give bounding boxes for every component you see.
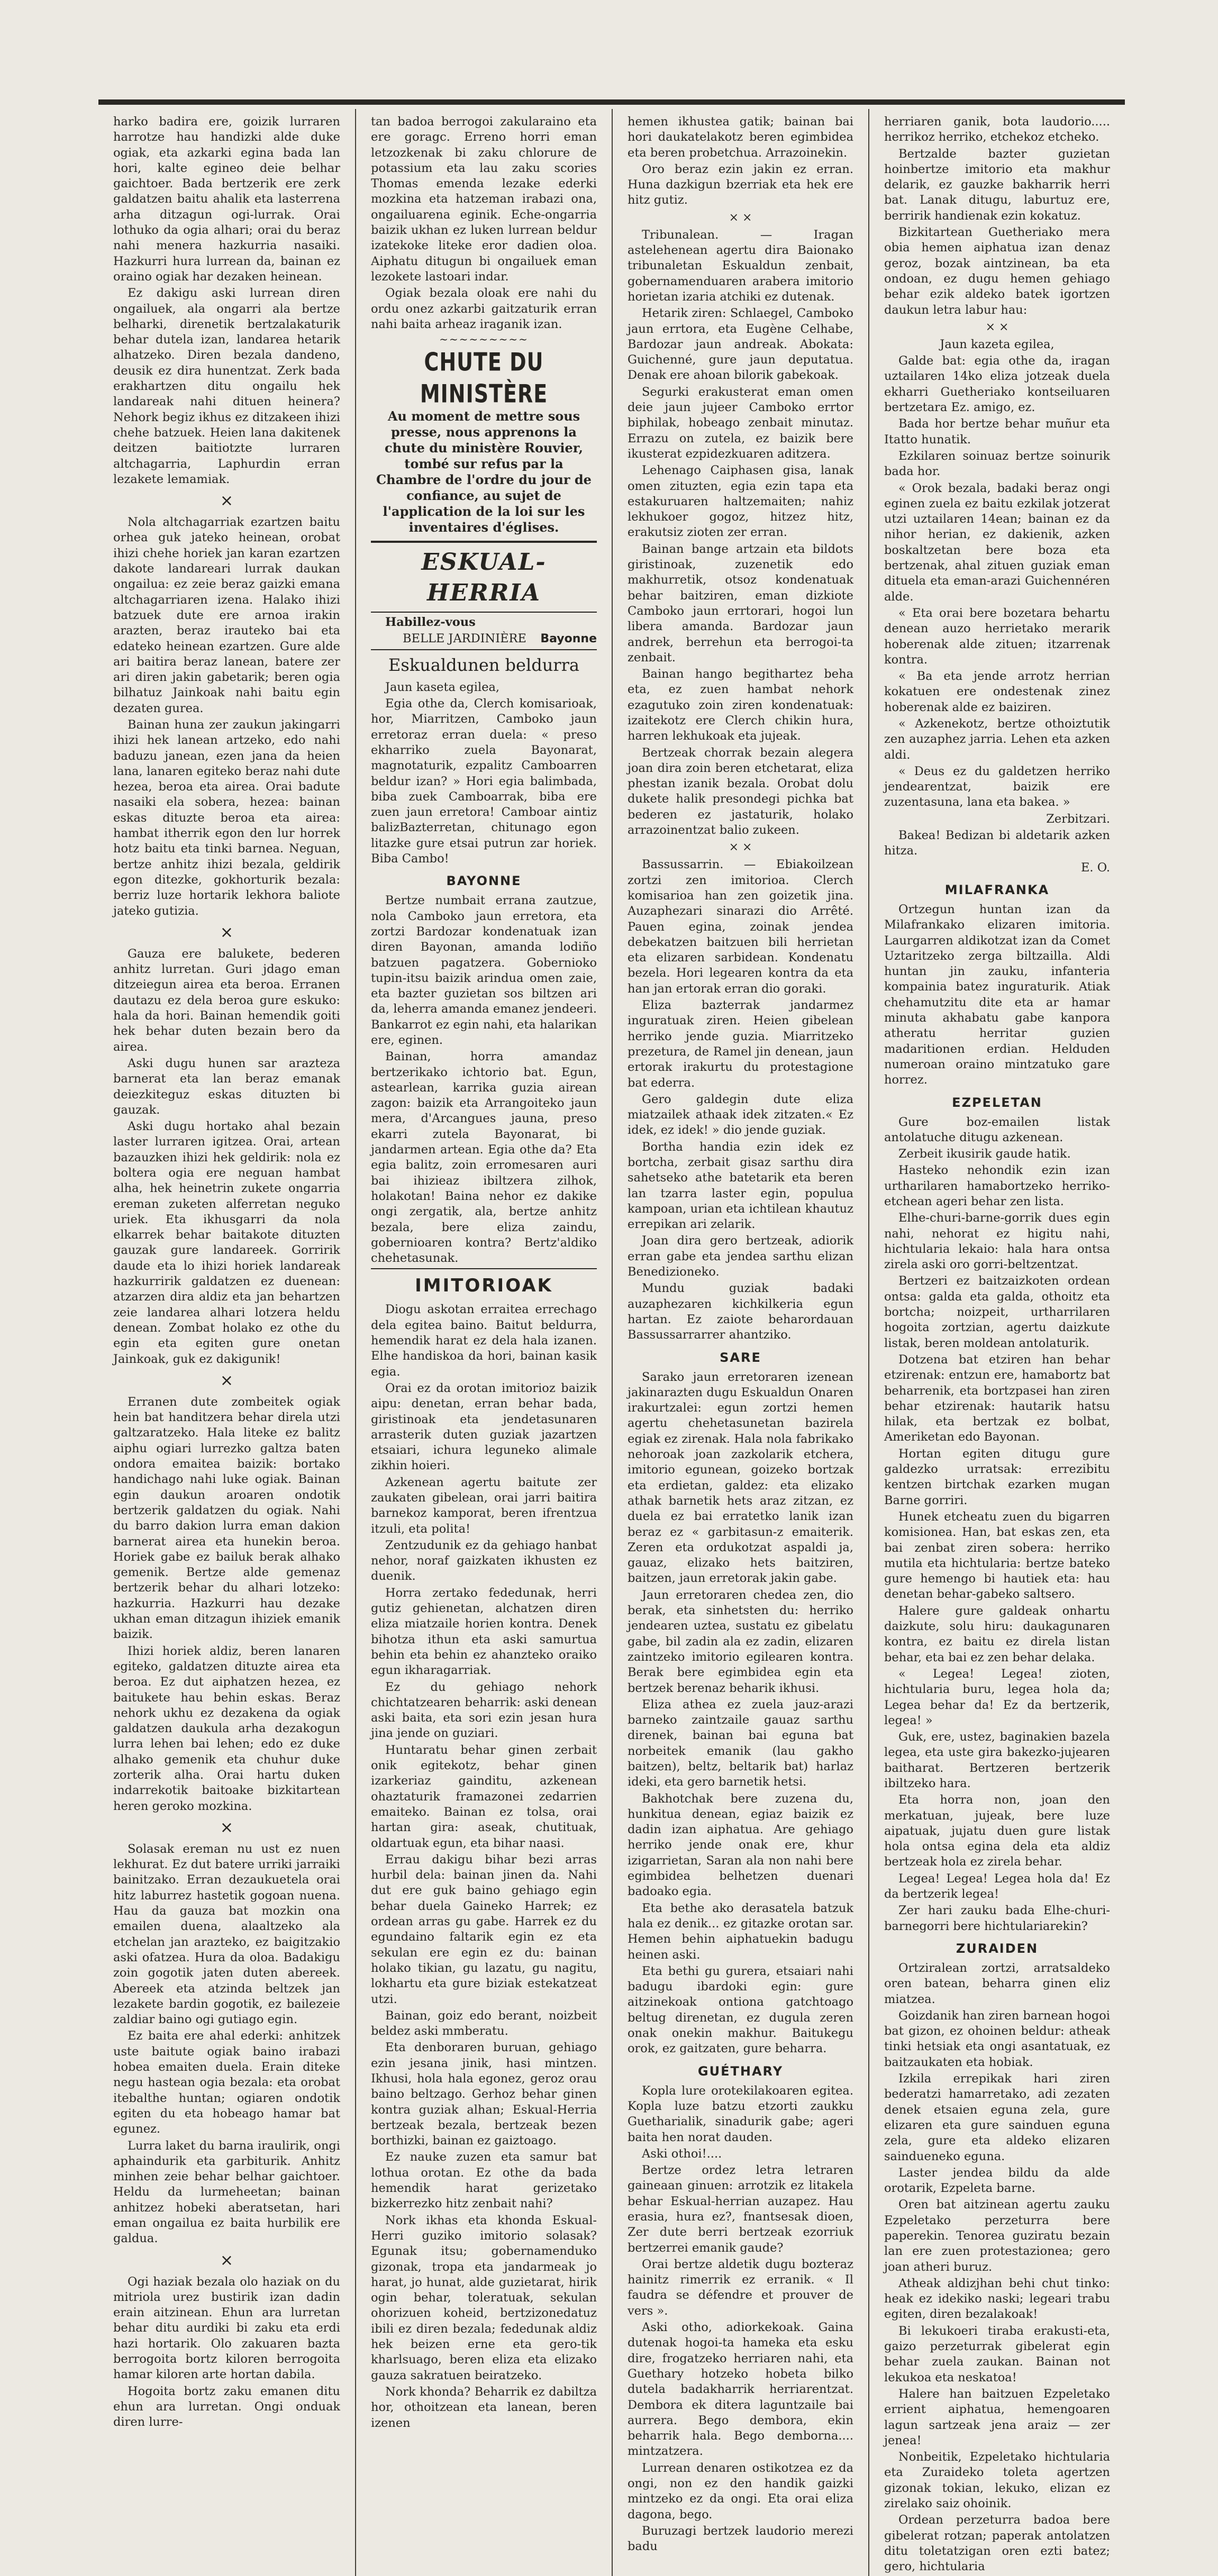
paragraph: Laster jendea bildu da alde orotarik, Ezpeleta barne. [884,2165,1110,2196]
paragraph: Ez dakigu aski lurrean diren ongailuek, ala ongarri ala bertze belharki, direnetik bertzalakaturik behar dutela izan, landarea hetarik alhatzeko. Diren bezala dandeno, deusik ez dira hunentzat. Zerk bada erakhartzen ditu ongailu hek landareak nahi dituen heinera? Nehork begiz ikhus ez ditzakeen ihizi chehe batzuek. Heien lana dakitenek deitzen baitiotzte lurraren altchagarria, Laphurdin erran lezakete lemamiak. [113,286,340,486]
paragraph: Gero galdegin dute eliza miatzailek athaak idek zitzaten.« Ez idek, ez idek! » dio jende guziak. [628,1092,853,1137]
column-2 [355,109,612,2576]
paragraph: Legea! Legea! Legea hola da! Ez da bertzerik legea! [884,1871,1110,1901]
rule [371,541,597,543]
paragraph: Nola altchagarriak ezartzen baitu orhea guk jateko heinean, orobat ihizi chehe horiek jan karan ezartzen dakote landareari lurrak daukan ongailua: ez zeie beraz gaizki emana altchagarriaren izena. Halako ihizi batzuek dute ere arnoa irakin arazten, beraz irauteko bai eta edateko heinean ezartzen. Gure alde ari baitira beraz lanean, batere zer ari diren jakin gabetarik; beren ogia bilhatuz Jainkoak nahi baitu egin dezaten gurea. [113,515,340,715]
section-separator: × [220,491,234,511]
paragraph: Hogoita bortz zaku emanen ditu ehun ara lurretan. Ongi onduak diren lurre- [113,2384,340,2429]
paragraph: Hortan egiten ditugu gure galdezko urratsak: errezibitu kentzen birtchak ezarken mugan Barne gorriri. [884,1446,1110,1507]
signature: E. O. [1080,860,1110,875]
paragraph: Eta horra non, joan den merkatuan, jujeak, bere luze aipatuak, jujatu duen gure listak hola ontsa egina dela eta aldiz bertzeak hola ez zirela behar. [884,1793,1110,1869]
article-title: Eskualdunen beldurra [388,654,579,675]
paragraph: Joan dira gero bertzeak, adiorik erran gabe eta jendea sarthu elizan Benedizioneko. [628,1234,853,1279]
paragraph: Jaun erretoraren chedea zen, dio berak, eta sinhetsten du: herriko jendearen uztea, sustatu ez gibelatu gabe, bil zadin ala ez zadin, elizaren zaintzeko imitorio egilearen kontra. Berak bere egimbidea egin eta bertzek berenaz beharik ikhusi. [628,1588,853,1695]
paragraph: Bakea! Bedizan bi aldetarik azken hitza. [884,829,1110,858]
paragraph: Bada hor bertze behar muñur eta Itatto hunatik. [884,417,1110,447]
paragraph: Oro beraz ezin jakin ez erran. Huna dazkigun bzerriak eta hek ere hitz gutiz. [628,162,853,207]
paragraph: Bi lekukoeri tiraba erakusti-eta, gaizo perzeturrak gibelerat egin behar zuela zaukan. Bainan not lekukoa eta neskatoa! [884,2324,1110,2384]
paragraph: Aski otho, adiorkekoak. Gaina dutenak hogoi-ta hameka eta esku dire, frogatzeko herriaren nahi, eta Guethary hotzeko hobeta bilko dutela badakharrik herriarentzat. Dembora ek ditera laguntzaile bai aurrera. Bego dembora, ekin beharrik hala. Bego demborna.... mintzatzera. [628,2320,853,2459]
section-heading-zuraiden: ZURAIDEN [956,1941,1039,1956]
ad-store-row [371,631,597,647]
paragraph: Eta bethi gu gurera, etsaiari nahi badugu ibardoki egin: gure aitzinekoak ontiona gatchtoago beltug direnetan, ez dugula zeren onak onekin makhur. Baitukegu orok, ez gaitzaten, gure beharra. [628,1964,853,2056]
paragraph: Ez du gehiago nehork chichtatzearen beharrik: aski denean aski baita, eta sori ezin jesan hura jina jende on guziari. [371,1680,597,1741]
ad-store-name: BELLE JARDINIÈRE [403,632,526,646]
paragraph: Sarako jaun erretoraren izenean jakinarazten dugu Eskualdun Onaren irakurtzalei: egun zortzi hemen agertu chehetasunetan bazirela egiak ez zirenak. Hala nola fabrikako nehoroak joan zazkolarik etchera, imitorio egunean, goizeko bortzak eta erdietan, galdez: eta elizako athak barnetik hets araz zitzan, ez duela ez bai erratetko lanik izan beraz ez « garbitasun-z emaiterik. Zeren eta ordukotzat aspaldi ja, gauaz, elizako hets baitziren, baitzen, jaun erretorak jakin gabe. [628,1370,853,1586]
paragraph: Segurki erakusterat eman omen deie jaun jujeer Camboko errtor biphilak, hobeago zenbait minutaz. Errazu on zutela, ez baizik bere ikusterat ezpidezkuaren aditzera. [628,385,853,461]
rule [371,1268,597,1269]
paragraph: Aski dugu hunen sar arazteza barnerat eta lan beraz emanak deiezkiteguz eskas dituzten bi gauzak. [113,1056,340,1117]
ornament-divider: ~~~~~~~~~ [439,333,529,346]
paragraph: Diogu askotan erraitea errechago dela egitea baino. Baitut beldurra, hemendik harat ez dela hala izanen. Elhe handiskoa da hori, bainan kasik egia. [371,1303,597,1379]
paragraph: Erranen dute zombeitek ogiak hein bat handitzera behar direla utzi galtzaratzeko. Hala liteke ez balitz aiphu ogiari lurrezko galtza baten ondora emaitea baizik: bortako handichago nahi luke ogiak. Bainan egin daukun aroaren ondotik bertzerik galdatzen du ogiak. Nahi du barro dakion lurra eman dakion barnerat airea eta hunekin beroa. Horiek gabe ez bailuk berak alhako gemenik. Bertze alde gemenaz bertzerik behar du alhari lotzeko: hazkurria. Hazkurri hau dezake ukhan eman ditzagun ihiziek emanik baizik. [113,1395,340,1642]
section-heading-sare: SARE [720,1350,761,1365]
paragraph: Bertzeak chorrak bezain alegera joan dira zoin beren etchetarat, eliza phestan izanik bezala. Orobat dolu dukete halik presondegi pichka bat bederen ez jastaturik, holako arrazoinentzat balio zukeen. [628,745,853,838]
paragraph: Ihizi horiek aldiz, beren lanaren egiteko, galdatzen dituzte airea eta beroa. Ez dut aiphatzen hezea, ez baitukete hau behin eskas. Beraz nehork ukhu ez dezakena da ogiak galdatzen daukula arha dezakogun lurra lehen bai lehen; edo ez duke alhako gemenik eta chuhur duke zorterik alha. Orai hartu duken indarrekotik baitoake bizkitartean heren geroko mozkina. [113,1644,340,1813]
section-heading-milafranka: MILAFRANKA [944,882,1050,897]
paragraph: Zentzudunik ez da gehiago hanbat nehor, noraf gaizkaten ikhusten ez duenik. [371,1538,597,1583]
ad-habillez: Habillez-vous [385,615,476,630]
paragraph: Oren bat aitzinean agertu zauku Ezpeletako perzeturra bere paperekin. Tenorea guziratu bezain lan ere zuen protestazionea; gero joan atheri buruz. [884,2198,1110,2274]
paragraph: Nork khonda? Beharrik ez dabiltza hor, othoitzean eta lanean, beren izenen [371,2384,597,2430]
paragraph: Lurra laket du barna iraulirik, ongi aphaindurik eta garbiturik. Anhitz minhen zeie behar belhar gaichtoer. Heldu da lurmeheetan; bainan anhitzez hobeki aberatsetan, hari eman ongailua ez baita hurbilik ere galdua. [113,2138,340,2246]
paragraph: Horra zertako fededunak, herri gutiz gehienetan, alchatzen diren eliza miatzaile horien kontra. Denek bihotza ithun eta aski samurtua behin eta behin ez ahanzteko oraiko egun ikharagarriak. [371,1586,597,1678]
paragraph: Goizdanik han ziren barnean hogoi bat gizon, ez ohoinen beldur: atheak tinki hetsiak eta ongi asantatuak, ez baitzaukaten eta hobiak. [884,2008,1110,2069]
paragraph: Gauza ere balukete, bederen anhitz lurretan. Guri jdago eman ditzeiegun airea eta beroa. Erranen dautazu ez dela beroa gure eskuko: hala da hori. Bainan hemendik goiti hek behar duten bezain bero da airea. [113,946,340,1054]
paragraph: Halere gure galdeak onhartu daizkute, solu hiru: daukagunaren kontra, ez baitu ez direla listan behar, eta bai ez zen behar delaka. [884,1604,1110,1664]
rule [371,612,597,613]
paragraph: Bainan hango begithartez beha eta, ez zuen hambat nehork ezagutuko zoin ziren kondenatuak: izaitekotz ere Clerch chikin hura, harren lekhukoak eta jujeak. [628,667,853,743]
paragraph: Bainan huna zer zaukun jakingarri ihizi hek lanean artzeko, edo nahi baduzu janean, ezen jana da heien lana, lanaren egiteko beraz nahi dute hezea, beroa eta airea. Orai badute nasaiki ela sobera, hezea: bainan eskas dituzte beroa eta airea: hambat itherrik egon den lur horrek hotz baitu eta tinki barnea. Neguan, bertze anhitz ihizi bezala, geldirik egon ditezke, gokhorturik bezala: berriz luze hortarik lekhora baliote jateko gutizia. [113,717,340,918]
paragraph: Azkenean agertu baitute zer zaukaten gibelean, orai jarri baitira barnekoz kamporat, beren ifrentzua itzuli, eta polita! [371,1475,597,1536]
section-separator: × [220,1371,234,1390]
section-separator: × × [729,841,752,854]
paragraph: Halere han baitzuen Ezpeletako errient aiphatua, hemengoaren lagun sartzeak jena araiz — zer jenea! [884,2387,1110,2447]
paragraph: Zerbeit ikusirik gaude hatik. [898,1147,1071,1161]
section-separator: × [220,923,234,942]
section-heading-bayonne: BAYONNE [446,873,522,889]
paragraph: Hunek etcheatu zuen du bigarren komisionea. Han, bat eskas zen, eta bai zenbat ziren sobera: herriko mutila eta hichtularia: bertze bateko gure hemengo bi hautiek eta: hau denetan behar-gabeko saltsero. [884,1509,1110,1601]
paragraph: Izkila errepikak hari ziren bederatzi hamarretako, adi zezaten denek etsaien eguna zela, gure elizaren eta gure sainduen eguna zela, gure eta aldeko elizaren saindueneko eguna. [884,2072,1110,2163]
paragraph: Dotzena bat etziren han behar etzirenak: entzun ere, hamabortz bat beharrenik, eta bortzpasei han ziren behar etzirenak: hautarik hatsu hilak, eta bertzak ez bolbat, Ameriketan edo Bayonan. [884,1352,1110,1444]
paragraph: « Ba eta jende arrotz herrian kokatuen ere ondestenak zinez hoberenak alde ez baiziren. [884,669,1110,714]
paragraph: « Azkenekotz, bertze othoiztutik zen auzaphez jarria. Lehen eta azken aldi. [884,716,1110,762]
paragraph: Ordean perzeturra badoa bere gibelerat rotzan; paperak antolatzen ditu toletatzigan oren ezti batez; gero, hichtularia [884,2513,1110,2574]
section-heading-guethary: GUÉTHARY [697,2063,784,2079]
paragraph: Ortziralean zortzi, arratsaldeko oren batean, beharra ginen eliz miatzea. [884,1961,1110,2006]
paragraph: Guk, ere, ustez, baginakien bazela legea, eta uste gira bakezko-jujearen baitharat. Bertzeren bertzerik ibiltzeko hara. [884,1730,1110,1790]
paragraph: Errau dakigu bihar bezi arras hurbil dela: bainan jinen da. Nahi dut ere guk baino gehiago egin behar duela Gaineko Harrek; ez ordean arras gu gabe. Harrek ez du egundaino faltarik egin ez eta sekulan ere egin ez du: bainan holako tikian, gu lazatu, gu nagitu, lokhartu eta gure biziak estekatzeat utzi. [371,1852,597,2006]
ad-store-city: Bayonne [540,632,597,646]
column-4 [868,109,1125,2576]
paragraph: Bainan bange artzain eta bildots giristinoak, zuzenetik edo makhurretik, otsoz kondenatuak behar baitziren, eman dizkiote Camboko jaun errtorari, hogoi lun libera amanda. Bardozar jaun andrek, berrehun eta berrogoi-ta zenbait. [628,542,853,665]
paragraph: « Legea! Legea! zioten, hichtularia buru, legea hola da; Legea behar da! Ez da bertzerik, legea! » [884,1667,1110,1727]
paragraph: Nonbeitik, Ezpeletako hichtularia eta Zuraideko toleta agertzen gizonak tokian, lekuko, elizan ez zirelako saiz ohoinik. [884,2450,1110,2511]
paragraph: Bainan, goiz edo berant, noizbeit beldez aski mmberatu. [371,2008,597,2038]
paragraph: Huntaratu behar ginen zerbait onik egitekotz, behar ginen izarkeriaz gainditu, azkenean ohaztaturik framazonei zedarrien emaiteko. Bainan ez tolsa, orai hartan gira: aseak, chutituak, oldartuak egun, eta bihar naasi. [371,1743,597,1850]
section-heading-imitorioak: IMITORIOAK [415,1275,553,1297]
masthead-rule [98,99,1125,105]
paragraph: Hetarik ziren: Schlaegel, Camboko jaun errtora, eta Eugène Celhabe, Bardozar jaun andreak. Abokata: Guichenné, gure jaun deputatua. Denak ere ahoan bilorik gabekoak. [628,306,853,383]
paragraph: Bertze numbait errana zautzue, nola Camboko jaun erretora, eta zortzi Bardozar kondenatuak izan diren Bayonan, amanda lodiño batzuen pagatzera. Gobernioko tupin-itsu baizik arindua omen zaie, eta bazter guzietan sos biltzen ari da, leherra amanda emanez jendeeri. Bankarrot ez egin nahi, eta halarikan ere, eginen. [371,894,597,1047]
paragraph: Lurrean denaren ostikotzea ez da ongi, non ez den handik gaizki mintzeko ez da ongi. Eta orai eliza dagona, bego. [628,2461,853,2522]
paragraph: Lehenago Caiphasen gisa, lanak omen zituzten, egia ezin tapa eta estakuruaren haltzemaiten; nahiz lekhukoer gogoz, hitzez hitz, erakutsiz zioten zer erran. [628,463,853,540]
paragraph: « Eta orai bere bozetara behartu denean auzo herrietako merarik hoberenak alde zituen; itzarrenak kontra. [884,606,1110,667]
section-separator: × [220,2251,234,2270]
paragraph: Buruzagi bertzek laudorio merezi badu [628,2524,853,2554]
newspaper-page [98,109,1125,2574]
paragraph: Bertzeri ez baitzaizkoten ordean ontsa: galda eta galda, othoitz eta bortcha; noizpeit, urtharrilaren hogoita zortzian, agertu daizkute listak, beren moldean antolaturik. [884,1274,1110,1350]
paragraph: Bizkitartean Guetheriako mera obia hemen aiphatua izan denaz geroz, bozak aintzinean, ba eta ondoan, ez dugu hemen gehiago behar ezik aldeko batek igortzen daukun letra labur hau: [884,225,1110,317]
section-heading-ezpeletan: EZPELETAN [952,1095,1042,1110]
section-separator: × × [729,211,752,224]
paragraph: « Deus ez du galdetzen herriko jendearentzat, baizik ere zuzentasuna, lana eta bakea. » [884,764,1110,809]
paragraph: Atheak aldizjhan behi chut tinko: heak ez idekiko naski; legeari trabu egiten, diren bezalakoak! [884,2276,1110,2322]
paragraph: Ezkilaren soinuaz bertze soinurik bada hor. [884,449,1110,479]
paragraph: Orai ez da orotan imitorioz baizik aipu: denetan, erran behar bada, giristinoak eta jendetasunaren arrasterik duten guziak jazartzen etsaiari, ichura leguneko alimale zikhin hoieri. [371,1381,597,1473]
column-1 [98,109,355,2576]
signature: Zerbitzari. [1046,812,1110,826]
paragraph: Nork ikhas eta khonda Eskual-Herri guziko imitorio solasak? Egunak itsu; gobernamenduko gizonak, tropa eta jandarmeak jo harat, jo hunat, alde guzietarat, hirik ogin behar, toleratuak, sekulan ohorizuen koheid, bertzizonedatuz ibili ez diren bezala; fededunak aldiz hek beizen erne eta gero-tik kharlsuago, beren eliza eta elizako gauza sakratuen beiratzeko. [371,2213,597,2382]
paragraph: Eta bethe ako derasatela batzuk hala ez denik... ez gitazke orotan sar. Hemen behin aiphatuekin badugu heinen aski. [628,1901,853,1962]
paragraph: Kopla lure orotekilakoaren egitea. Kopla luze batzu etzorti zaukku Guetharialik, sinadurik gabe; ageri baita hen norat dauden. [628,2083,853,2144]
column-3 [612,109,868,2576]
paragraph: Ez baita ere ahal ederki: anhitzek uste baitute ogiak baino irabazi hobea emaiten duela. Erain diteke negu hastean ogia bezala: eta orobat itebalthe huntan; ogiaren ondotik egiten du eta hobeago hamar bat egunez. [113,2029,340,2136]
paragraph: Ez nauke zuzen eta samur bat lothua orotan. Ez othe da bada hemendik harat gerizetako bizkerrezko hitz zenbait nahi? [371,2150,597,2211]
paragraph: Elhe-churi-barne-gorrik dues egin nahi, nehorat ez higitu nahi, hichtularia lekaio: hala hara ontsa zirela aski oro gorri-beltzentzat. [884,1211,1110,1272]
paragraph: Ogi haziak bezala olo haziak on du mitriola urez bustirik izan dadin erain aitzinean. Ehun ara lurretan behar ditu aurdiki bi zaku eta erdi hazi hortarik. Olo zakuaren bazta berrogoita bortz kiloren berrogoita hamar kiloren arte hortan dabila. [113,2274,340,2382]
paragraph: Mundu guziak badaki auzaphezaren kichkilkeria egun hartan. Ez zaiote beharordauan Bassussarrarrer ahantziko. [628,1281,853,1342]
paragraph: Bortha handia ezin idek ez bortcha, zerbait gisaz sarthu dira sahetseko athe batetarik eta beren lan tzarra laster egin, populua kampoan, urian eta ichtilean khautuz errepikan ari zelarik. [628,1140,853,1232]
paragraph: Hasteko nehondik ezin izan urtharilaren hamabortzeko herriko-etchean ageri behar zen lista. [884,1163,1110,1208]
rule [371,649,597,650]
section-separator: × × [985,320,1009,334]
headline-chute-du-ministere: CHUTE DU MINISTÈRE [420,347,548,408]
paragraph: Bakhotchak bere zuzena du, hunkitua denean, egiaz baizik ez dadin izan aiphatua. Are gehiago herriko jende onak ere, khur izigarrietan, Saran ala non nahi bere egimbidea belhetzen duenari badoako egia. [628,1791,853,1899]
paragraph: herriaren ganik, bota laudorio..... herrikoz herriko, etchekoz etcheko. [884,115,1110,144]
news-flash: Au moment de mettre sous presse, nous apprenons la chute du ministère Rouvier, tombé sur refus par la Chambre de l'ordre du jour de confiance, au sujet de l'application de la loi sur les inventaires d'églises. [376,408,592,535]
paragraph: Aski othoi!.... [642,2146,722,2161]
paragraph: « Orok bezala, badaki beraz ongi eginen zuela ez baitu ezkilak jotzerat utzi uztailaren 14ean; bainan ez da nihor herian, ez dakienik, azken boskaltzetan bere boza eta bertzenak, ahal zituen guziak eman dituela eta eman-arazi Guichennéren alde. [884,481,1110,604]
paragraph: Orai bertze aldetik dugu bozteraz hainitz rimerrik ez erranik. « Il faudra se défendre et prouver de vers ». [628,2257,853,2318]
paragraph: Bertze ordez letra letraren gaineaan ginuen: arrotzik ez litakela behar Eskual-herrian auzapez. Hau erasia, hura ez?, fnantsesak dioen, Zer dute berri bertzeak ezorriuk bertzerrei emanik gaude? [628,2163,853,2255]
paragraph: Egia othe da, Clerch komisarioak, hor, Miarritzen, Camboko jaun erretoraz erran duela: « preso ekharriko zuela Bayonarat, magnotaturik, ezpalitz Camboarren beldur izan? » Hori egia balimbada, biba zuek Camboarrak, biba ere zuen jaun erretora! Camboar aintiz balizBazterretan, chitunago egon litazke gure etsai putrun zar horiek. Biba Cambo! [371,697,597,866]
paragraph: Ogiak bezala oloak ere nahi du ordu onez azkarbi gaitzaturik erran nahi baita arheaz iraganik izan. [371,286,597,331]
salutation: Jaun kaseta egilea, [385,680,500,694]
paragraph: Zer hari zauku bada Elhe-churi-barnegorri bere hichtulariarekin? [884,1904,1110,1933]
paragraph: Tribunalean. — Iragan astelehenean agertu dira Baionako tribunaletan Eskualdun zenbait, gobernamenduaren arabera imitorio horietan izaria atchiki ez dutenak. [628,227,853,304]
paragraph: Eta denboraren buruan, gehiago ezin jesana jinik, hasi mintzen. Ikhusi, hola hala egonez, geroz orau baino beltzago. Gerhoz behar ginen kontra guziak alhan; Eskual-Herria bertzeak bezala, bertzeak bezen borthizki, bainan ez gaiztoago. [371,2041,597,2148]
paragraph: Gure boz-emailen listak antolatuche ditugu azkenean. [884,1115,1110,1144]
eskual-herria-logo: ESKUAL-HERRIA [421,549,547,607]
section-separator: × [220,1818,234,1837]
paragraph: Bainan, horra amandaz bertzerikako ichtorio bat. Egun, astearlean, karrika guzia airean zagon: baizik eta Arrangoiteko jaun mera, d'Arcangues jauna, preso ekarri zutela Bayonarat, bi jandarmen artean. Egia othe da? Eta egia balitz, zoin erromesaren auri bai ihizieaz ibiltzera zilhok, holakotan! Baina nehor ez dakike ongi zergatik, ala, bertze anhitz bezala, bere eliza zaindu, gobernioaren kontra? Bertz'aldiko chehetasunak. [371,1050,597,1266]
paragraph: Bassussarrin. — Ebiakoilzean zortzi zen imitorioa. Clerch komisarioa han zen goizetik jina. Auzaphezari sinarazi dio Arrêté. Pauen egina, zoinak jendea debekatzen baitzuen bili herrietan eta elizaren sarbidean. Kondenatu bezela. Hori legearen kontra da eta han jan ertorak erran dio goraki. [628,858,853,996]
paragraph: Eliza athea ez zuela jauz-arazi barneko zaintzaile gauaz sarthu direnek, bainan bai eguna bat norbeitek emanik (lau gakho baitzen), beltz, beltarik bat) harlaz ideki, eta gero barnetik hetsi. [628,1697,853,1789]
salutation: Jaun kazeta egilea, [940,337,1055,351]
paragraph: harko badira ere, goizik lurraren harrotze hau handizki alde duke ogiak, eta azkarki egina bada lan hori, kalte egineo deie belhar gaichtoer. Bada bertzerik ere zerk galdatzen baitu ahalik eta lasterrena arha ditzagun ogi-lurrak. Orai lothuko da ogia alhari; orai du beraz nahi menera hazkurria nasaiki. Hazkurri hura lurrean da, bainan ez oraino ogiak har dezaken heinean. [113,115,340,284]
paragraph: Bertzalde bazter guzietan hoinbertze imitorio eta makhur delarik, ez gauzke bakharrik herri bat. Lanak ditugu, laburtuz ere, berririk handienak ezin kokatuz. [884,147,1110,223]
paragraph: Solasak ereman nu ust ez nuen lekhurat. Ez dut batere urriki jarraiki bainitzako. Erran dezaukuetela orai hitz laburrez hastetik gogoan nuena. Hau da gauza bat mozkin ona emailen duena, alaaltzeko ala etchelan jan arazteko, ez baigitzakio aski ofatzea. Hura da oloa. Badakigu zoin gogotik jaten duten abereek. Abereek eta atzinda beltzek jan lezakete bardin gogotik, ez bailezeie zaldiar baino ogi gutiago egin. [113,1842,340,2027]
paragraph: Galde bat: egia othe da, iragan uztailaren 14ko eliza jotzeak duela ekharri Guetheriako kontseiluaren bertzetara Ez. amigo, ez. [884,354,1110,415]
paragraph: Eliza bazterrak jandarmez inguratuak ziren. Heien gibelean herriko jende guzia. Miarritzeko prezetura, de Ramel jin denean, jaun ertorak irakurtu du protestagione bat ederra. [628,998,853,1090]
paragraph: tan badoa berrogoi zakularaino eta ere goragc. Erreno horri eman letzozkenak bi zaku chlorure de potassium eta lau zaku scories Thomas emenda lezake ederki mozkina eta hatzeman irabazi ona, ongailuarena eginik. Eche-ongarria baizik ukhan ez luken lurrean beldur izatekoke liteke eror dadien oloa. Aiphatu ditugun bi ongailuek eman lezokete lastoari indar. [371,115,597,284]
paragraph: Ortzegun huntan izan da Milafrankako elizaren imitoria. Laurgarren aldikotzat izan da Comet Uztaritzeko zerga biltzailla. Aldi huntan jin zauku, infanteria kompainia batez inguraturik. Atiak chehamutzitu dite eta ar hamar minuta akhabatu gabe kanpora atheratu herritar guzien madaritionen erdian. Helduden numeroan oraino mintzatuko gare horrez. [884,902,1110,1087]
paragraph: hemen ikhustea gatik; bainan bai hori daukatelakotz beren egimbidea eta beren probetchua. Arrazoinekin. [628,115,853,160]
paragraph: Aski dugu hortako ahal bezain laster lurraren igitzea. Orai, artean bazauzken ihizi hek geldirik: nola ez boltera ogia ere neguan hambat alha, hek heinetrin zukete ongarria ereman zuketen alferretan neguko uriek. Eta ikhusgarri da nola elkarrek behar baitakote dituzten gauzak gure landareek. Gorririk daude eta lo ihizi horiek landareak hazkurririk galdatzen ez duenean: atzarzen dira aldiz eta jan behartzen zeie landarea alhari lotzera heldu denean. Zombat holako ez othe du egin eta egiten gure onetan Jainkoak, guk ez dakigunik! [113,1119,340,1366]
